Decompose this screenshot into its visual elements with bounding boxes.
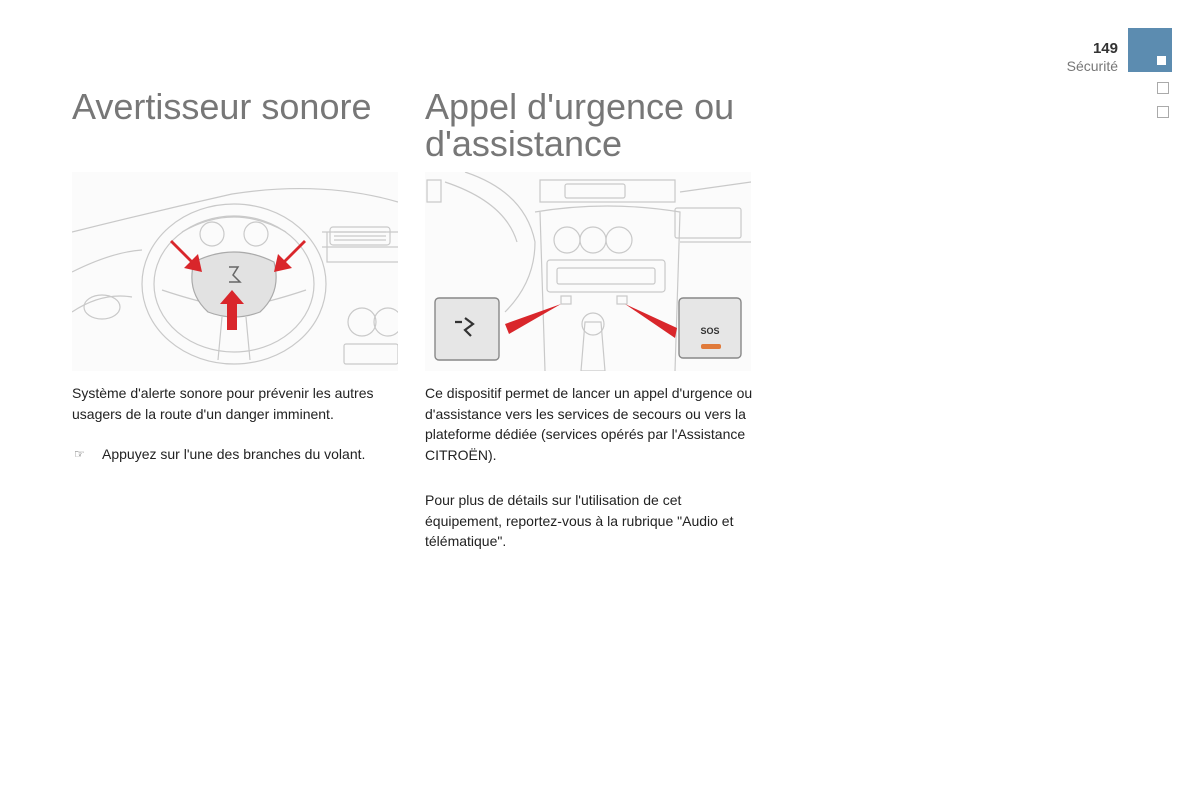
- pointing-hand-icon: ☞: [74, 447, 85, 461]
- page-number: 149: [1092, 40, 1118, 57]
- horn-instruction: [72, 444, 402, 465]
- steering-wheel-horn-icon: [72, 172, 398, 371]
- horn-instruction-text: Appuyez sur l'une des branches du volant.: [102, 446, 366, 462]
- emergency-call-buttons-icon: [425, 172, 751, 371]
- emergency-title-line2: d'assistance: [425, 123, 622, 164]
- emergency-paragraph2: Pour plus de détails sur l'utilisation de cet équipement, reportez-vous à la rubrique "Audio et télématique".: [425, 492, 734, 549]
- steering-wheel-horn-illustration: [72, 172, 398, 371]
- emergency-paragraph1: Ce dispositif permet de lancer un appel d'urgence ou d'assistance vers les services de secours ou vers la plateforme dédiée (services opérés par l'Assistance CITROËN).: [425, 385, 753, 463]
- chapter-tab-box-1: [1157, 82, 1169, 94]
- emergency-title: [425, 88, 734, 162]
- sos-led-icon: [701, 344, 721, 349]
- emergency-call-illustration: [425, 172, 751, 371]
- chapter-tab-marker: [1157, 56, 1166, 65]
- horn-title: Avertisseur sonore: [72, 86, 372, 127]
- emergency-title-line1: Appel d'urgence ou: [425, 86, 735, 127]
- sos-label: SOS: [700, 326, 720, 336]
- chapter-tab-box-2: [1157, 106, 1169, 118]
- horn-description: Système d'alerte sonore pour prévenir les autres usagers de la route d'un danger imminent.: [72, 385, 374, 422]
- chapter-tab: [1128, 28, 1172, 72]
- section-name: Sécurité: [1066, 58, 1118, 74]
